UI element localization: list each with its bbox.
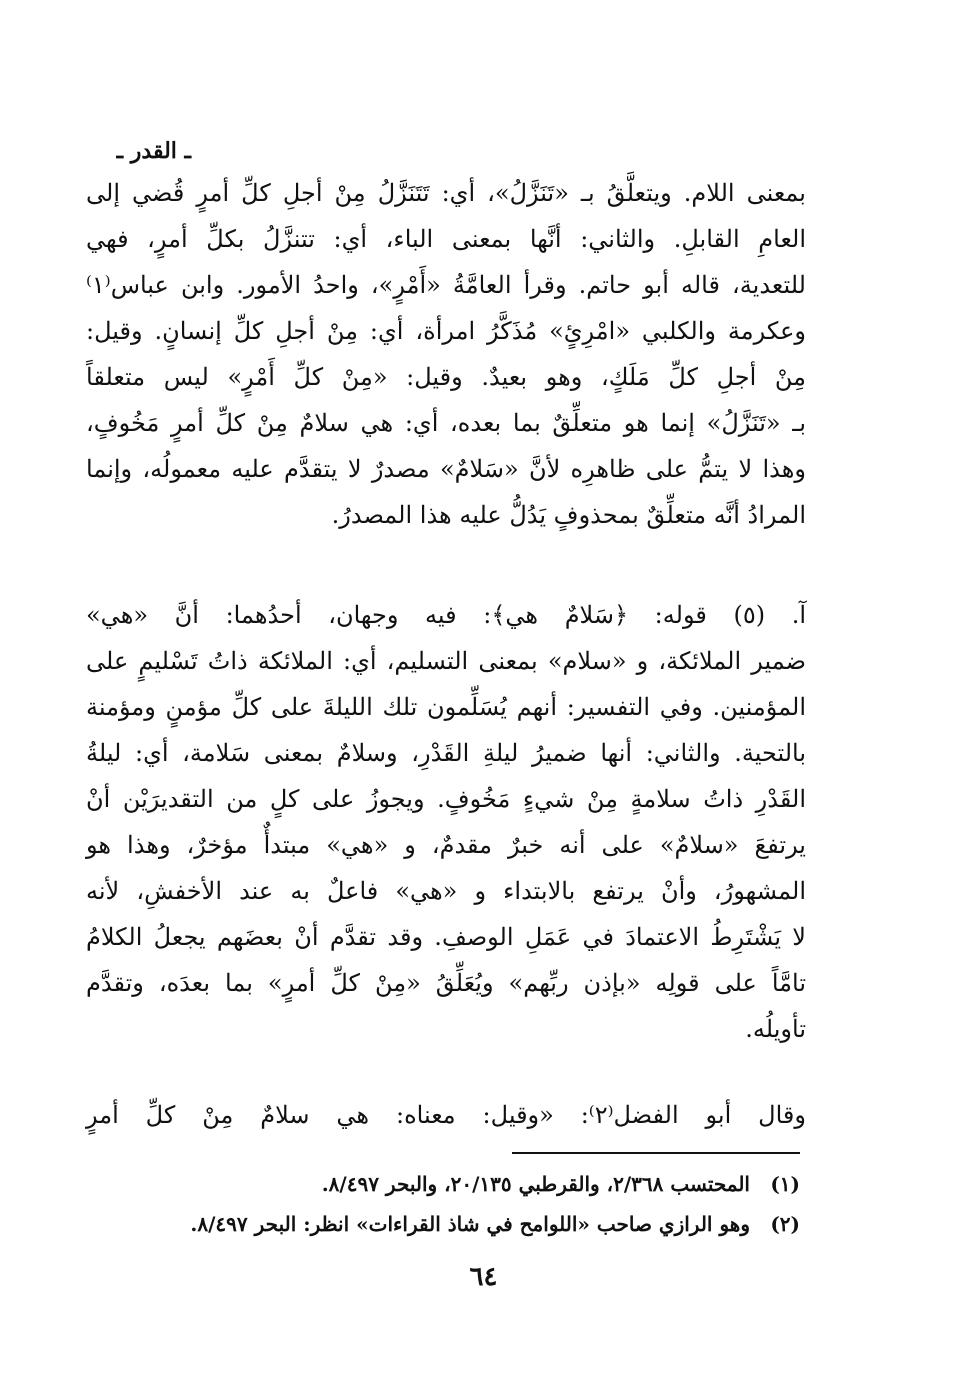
footnote-item [180,1204,800,1244]
footnote-text: وهو الرازي صاحب «اللوامح في شاذ القراءات» انظر: البحر ٨/٤٩٧. [190,1212,750,1236]
text-line: المرادُ أنَّه متعلِّقٌ بمحذوفٍ يَدُلُّ عليه هذا المصدرُ. [331,501,806,529]
text-line: تأويلُه. [745,1015,806,1043]
footnote-text: المحتسب ٢/٣٦٨، والقرطبي ٢٠/١٣٥، والبحر ٨/٤٩٧. [321,1172,750,1196]
page-number: ٦٤ [469,1262,498,1292]
text-line: يرتفعَ «سلامٌ» على أنه خبرٌ مقدمٌ، و «هي» مبتدأٌ مؤخرٌ، وهذا هو [86,831,806,859]
text-line: ضمير الملائكة، و «سلام» بمعنى التسليم، أي: الملائكة ذاتُ تَسْليمٍ على [86,647,806,675]
text-line: آ. (٥) قوله: ﴿سَلامٌ هي﴾: فيه وجهان، أحدُهما: أنَّ «هي» [86,601,806,629]
text-line: المؤمنين. وفي التفسير: أنهم يُسَلِّمون تلك الليلةَ على كلِّ مؤمنٍ ومؤمنة [86,693,806,721]
text-line: العامِ القابلِ. والثاني: أنَّها بمعنى الباء، أي: تتنزَّلُ بكلِّ أمرٍ، فهي [86,225,806,253]
text-line: القَدْرِ ذاتُ سلامةٍ مِنْ شيءٍ مَخُوفٍ. ويجوزُ على كلٍ من التقديرَيْن أنْ [86,785,806,813]
paragraph-3 [86,1092,806,1138]
text-line: وقال أبو الفضل⁽٢⁾: «وقيل: معناه: هي سلامٌ مِنْ كلِّ أمرٍ [86,1101,806,1129]
running-header: ـ القدر ـ [116,138,191,164]
footnote-marker: (١) [770,1172,800,1196]
text-line: تامَّاً على قولِه «بإذن ربِّهم» ويُعَلِّقُ «مِنْ كلِّ أمرٍ» بما بعدَه، وتقدَّم [86,969,807,997]
paragraph-1 [86,170,806,538]
text-line: للتعدية، قاله أبو حاتم. وقرأ العامَّةُ «أَمْرٍ»، واحدُ الأمور. وابن عباس⁽١⁾ [86,271,806,299]
text-line: وعكرمة والكلبي «امْرِئٍ» مُذَكَّرُ امرأة، أي: مِنْ أجلِ كلِّ إنسانٍ. وقيل: [86,317,807,345]
text-line: المشهورُ، وأنْ يرتفع بالابتداء و «هي» فاعلٌ به عند الأخفشِ، لأنه [86,877,806,905]
text-line: لا يَشْتَرِطُ الاعتمادَ في عَمَلِ الوصفِ. وقد تقدَّم أنْ بعضَهم يجعلُ الكلامُ [86,923,806,951]
footnote-divider [512,1152,800,1154]
text-line: مِنْ أجلِ كلِّ مَلَكٍ، وهو بعيدٌ. وقيل: «مِنْ كلِّ أَمْرٍ» ليس متعلقاً [86,363,806,391]
text-line: بـ «تَنَزَّلُ» إنما هو متعلِّقٌ بما بعده، أي: هي سلامٌ مِنْ كلِّ أمرٍ مَخُوفٍ، [86,409,806,437]
paragraph-2 [86,592,806,1052]
text-line: بالتحية. والثاني: أنها ضميرُ ليلةِ القَدْرِ، وسلامٌ بمعنى سَلامة، أي: ليلةُ [86,739,806,767]
text-line: وهذا لا يتمُّ على ظاهرِه لأنَّ «سَلامٌ» مصدرٌ لا يتقدَّم عليه معمولُه، وإنما [86,455,806,483]
footnotes [180,1164,800,1244]
text-line: بمعنى اللام. ويتعلَّقُ بـ «تَنَزَّلُ»، أي: تَتَنَزَّلُ مِنْ أجلِ كلِّ أمرٍ قُضي إلى [86,179,806,207]
footnote-item [180,1164,800,1204]
footnote-marker: (٢) [770,1212,800,1236]
